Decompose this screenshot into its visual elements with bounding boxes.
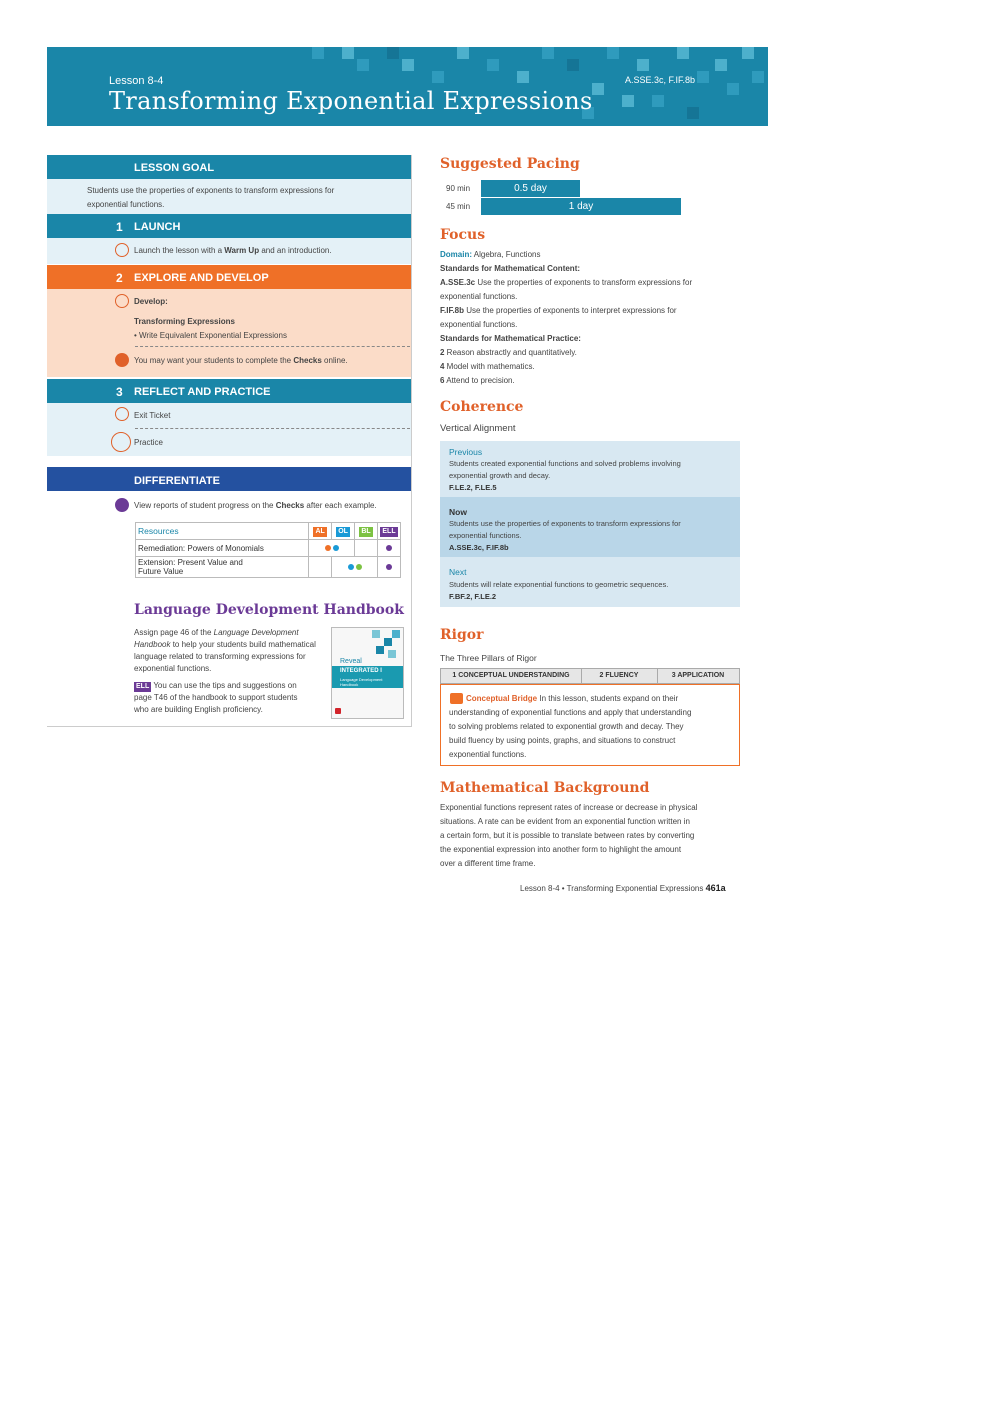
ldh-text: who are building English proficiency. — [134, 705, 263, 714]
coherence-heading: Coherence — [440, 399, 524, 415]
ldh-text: exponential functions. — [134, 664, 212, 673]
pacing-45-bar: 1 day — [481, 198, 681, 215]
ldh-text: Handbook to help your students build mathematical — [134, 640, 316, 649]
rigor-col-fluency: 2 FLUENCY — [581, 669, 658, 683]
previous-standards: F.LE.2, F.LE.5 — [449, 483, 497, 492]
reflect-number: 3 — [116, 385, 123, 399]
next-standards: F.BF.2, F.LE.2 — [449, 592, 497, 601]
launch-header — [47, 214, 411, 238]
lesson-goal-heading: LESSON GOAL — [134, 162, 215, 174]
rigor-col-application: 3 APPLICATION — [671, 672, 725, 679]
reflect-heading: REFLECT AND PRACTICE — [134, 386, 271, 398]
table-header-row — [136, 523, 401, 540]
lesson-banner — [47, 47, 768, 126]
coherence-previous — [440, 441, 740, 497]
group-icon — [111, 432, 131, 452]
rigor-text: understanding of exponential functions and apply that understanding — [449, 708, 692, 717]
rigor-text: build fluency by using points, graphs, and situations to construct — [449, 736, 676, 745]
level-dots — [332, 557, 378, 578]
focus-heading: Focus — [440, 227, 486, 243]
table-row — [136, 557, 401, 578]
page-title: Transforming Exponential Expressions — [109, 87, 593, 115]
lesson-goal-text: Students use the properties of exponents to transform expressions for — [87, 186, 335, 195]
page-footer: Lesson 8-4 • Transforming Exponential Expressions 461a — [520, 883, 726, 893]
lesson-number: Lesson 8-4 — [109, 75, 164, 87]
content-standards-label: Standards for Mathematical Content: — [440, 264, 581, 273]
pacing-heading: Suggested Pacing — [440, 156, 580, 172]
divider — [135, 346, 410, 347]
now-heading: Now — [449, 507, 467, 517]
practice-item: Practice — [134, 438, 163, 447]
practice-standards-label: Standards for Mathematical Practice: — [440, 334, 581, 343]
rigor-subheading: The Three Pillars of Rigor — [440, 653, 537, 663]
level-dots — [309, 540, 355, 557]
reports-icon — [115, 498, 129, 512]
standard-fif: F.IF.8b Use the properties of exponents to interpret expressions for — [440, 306, 677, 315]
explore-heading: EXPLORE AND DEVELOP — [134, 272, 269, 284]
checks-text: You may want your students to complete the Checks online. — [134, 356, 348, 365]
now-standards: A.SSE.3c, F.IF.8b — [449, 543, 509, 552]
background-text: a certain form, but it is possible to translate between rates by converting — [440, 831, 695, 840]
reflect-header — [47, 379, 411, 403]
launch-heading: LAUNCH — [134, 221, 181, 233]
develop-bullet: • Write Equivalent Exponential Expressions — [134, 331, 287, 340]
coherence-now — [440, 497, 740, 557]
lesson-standards: A.SSE.3c, F.IF.8b — [625, 75, 696, 85]
launch-text: Launch the lesson with a Warm Up and an introduction. — [134, 246, 332, 255]
background-heading: Mathematical Background — [440, 780, 650, 796]
ldh-text: Assign page 46 of the Language Development — [134, 628, 299, 637]
publisher-logo — [335, 708, 341, 714]
individual-icon — [115, 353, 129, 367]
explore-number: 2 — [116, 271, 123, 285]
vertical-alignment-label: Vertical Alignment — [440, 423, 516, 434]
resource-extension: Extension: Present Value and Future Value — [136, 557, 309, 578]
pacing-45-label: 45 min — [446, 202, 471, 211]
divider — [135, 428, 410, 429]
resources-table — [135, 522, 401, 578]
develop-subheading: Transforming Expressions — [134, 317, 235, 326]
whole-class-icon — [115, 243, 129, 257]
now-text: exponential functions. — [449, 531, 522, 540]
book-subtitle: Language Development Handbook — [340, 677, 383, 687]
background-text: Exponential functions represent rates of increase or decrease in physical — [440, 803, 698, 812]
previous-heading: Previous — [449, 447, 483, 457]
practice-6: 6 Attend to precision. — [440, 376, 515, 385]
ldh-text: page T46 of the handbook to support students — [134, 693, 298, 702]
ldh-heading: Language Development Handbook — [134, 602, 404, 618]
resource-remediation: Remediation: Powers of Monomials — [136, 540, 309, 557]
differentiate-heading: DIFFERENTIATE — [134, 475, 220, 487]
ldh-ell-text: ELL You can use the tips and suggestions on — [136, 681, 297, 690]
standard-fif-cont: exponential functions. — [440, 320, 518, 329]
lesson-goal-header — [47, 155, 411, 179]
previous-text: Students created exponential functions and solved problems involving — [449, 459, 681, 468]
differentiate-text: View reports of student progress on the Checks after each example. — [134, 501, 377, 510]
table-row — [136, 540, 401, 557]
practice-4: 4 Model with mathematics. — [440, 362, 535, 371]
rigor-text: to solving problems related to exponential growth and decay. They — [449, 722, 684, 731]
rigor-text: exponential functions. — [449, 750, 527, 759]
background-text: over a different time frame. — [440, 859, 536, 868]
explore-header — [47, 265, 411, 289]
rigor-columns — [440, 668, 740, 684]
launch-number: 1 — [116, 220, 123, 234]
al-tag: AL — [315, 527, 325, 535]
resources-header: Resources — [136, 523, 309, 540]
develop-label: Develop: — [134, 297, 168, 306]
practice-2: 2 Reason abstractly and quantitatively. — [440, 348, 577, 357]
reflect-body — [47, 403, 411, 456]
next-text: Students will relate exponential functions to geometric sequences. — [449, 580, 669, 589]
previous-text: exponential growth and decay. — [449, 471, 551, 480]
exit-ticket-item: Exit Ticket — [134, 411, 171, 420]
pacing-90-label: 90 min — [446, 184, 471, 193]
standard-asse: A.SSE.3c Use the properties of exponents to transform expressions for — [440, 278, 693, 287]
lesson-goal-text-2: exponential functions. — [87, 200, 165, 209]
rigor-col-conceptual: 1 CONCEPTUAL UNDERSTANDING — [441, 669, 582, 683]
handbook-cover — [331, 627, 404, 719]
whole-class-icon — [115, 407, 129, 421]
standard-asse-cont: exponential functions. — [440, 292, 518, 301]
next-heading: Next — [449, 567, 467, 577]
background-text: the exponential expression into another form to highlight the amount — [440, 845, 682, 854]
rigor-text: Conceptual Bridge In this lesson, students expand on their — [466, 694, 679, 703]
ell-tag: ELL — [382, 527, 396, 535]
pacing-90-bar: 0.5 day — [481, 180, 580, 197]
ol-tag: OL — [338, 527, 348, 535]
rigor-heading: Rigor — [440, 627, 484, 643]
book-title: INTEGRATED I — [340, 668, 382, 674]
ldh-text: language related to transforming expressions for — [134, 652, 306, 661]
coherence-next — [440, 557, 740, 607]
focus-domain: Domain: Algebra, Functions — [440, 250, 541, 259]
bl-tag: BL — [361, 527, 371, 535]
background-text: situations. A rate can be evident from an exponential function written in — [440, 817, 690, 826]
book-brand: Reveal — [340, 658, 362, 665]
differentiate-header — [47, 467, 411, 491]
page-number: 461a — [705, 883, 726, 893]
now-text: Students use the properties of exponents to transform expressions for — [449, 519, 681, 528]
whole-class-icon — [115, 294, 129, 308]
